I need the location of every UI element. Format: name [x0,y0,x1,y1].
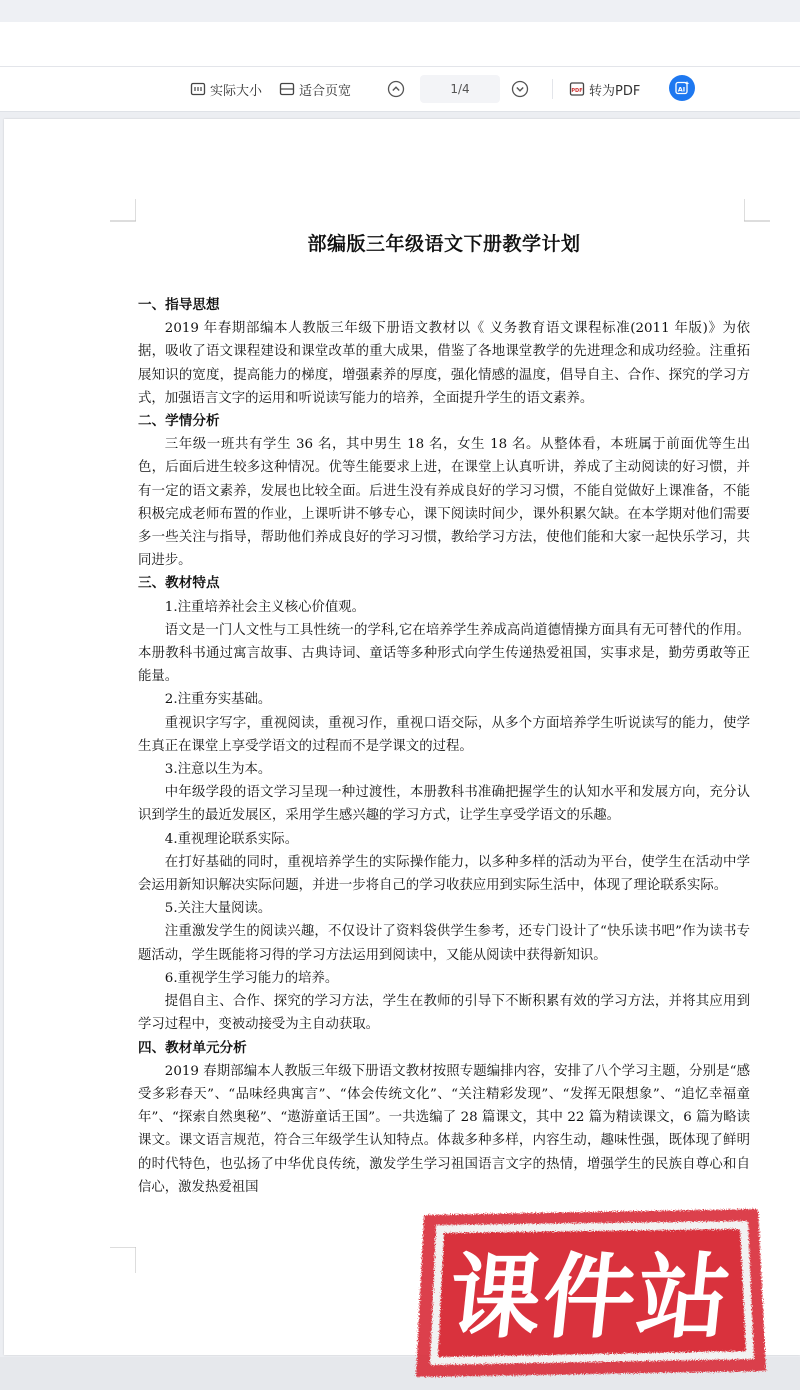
chevron-up-icon [387,80,405,98]
actual-size-button[interactable] [190,67,262,111]
watermark-stamp [410,1207,770,1379]
convert-to-pdf-label: 转为PDF [589,83,641,99]
stamp-lettering: 课件站 [443,1243,738,1351]
toolbar-divider [552,79,553,99]
section-heading: 一、指导思想 [138,297,220,313]
actual-size-icon [190,81,206,97]
chevron-down-icon [511,80,529,98]
page-indicator[interactable] [420,75,500,103]
convert-to-pdf-button[interactable] [569,67,640,111]
body-paragraph: 5.关注大量阅读。 [164,901,272,917]
body-paragraph: 3.注意以生为本。 [164,762,272,778]
fit-page-width-label: 适合页宽 [299,83,352,99]
body-paragraph: 2.注重夯实基础。 [164,692,272,708]
svg-text:PDF: PDF [571,87,583,94]
body-paragraph: 2019 年春期部编本人教版三年级下册语文教材以《 义务教育语文课程标准(2011 年版)》为依据，吸收了语文课程建设和课堂改革的重大成果，借鉴了各地课堂教学的先进理念和成功经验。注重拓展知识的宽度，提高能力的梯度，增强素养的厚度，强化情感的温度，倡导自主、合作、探究的学习方式，加强语言文字的运用和听说读写能力的培养，全面提升学生的语文素养。 [138,321,750,406]
fit-width-icon [279,81,295,97]
page-number-text: 1/4 [450,82,470,96]
next-page-button[interactable] [511,80,529,98]
crop-mark-top-left [110,199,136,225]
body-paragraph: 2019 春期部编本人教版三年级下册语文教材按照专题编排内容，安排了八个学习主题，分别是“感受多彩春天”、“品味经典寓言”、“体会传统文化”、“关注精彩发现”、“发挥无限想象”、“追忆幸福童年”、“探索自然奥秘”、“遨游童话王国”。一共选编了 28 篇课文，其中 22 篇为精读课文，6 篇为略读课文。课文语言规范，符合三年级学生认知特点。体裁多种多样，内容生动，趣味性强，既体现了鲜明的时代特色，也弘扬了中华优良传统，激发学生学习祖国语言文字的热情，增强学生的民族自尊心和自信心，激发热爱祖国 [138,1063,750,1195]
document-body [138,229,750,1199]
header-bar [0,22,800,67]
svg-text:AI: AI [677,85,686,94]
actual-size-label: 实际大小 [210,83,263,99]
body-paragraph: 注重激发学生的阅读兴趣，不仅设计了资料袋供学生参考，还专门设计了“快乐读书吧”作为读书专题活动，学生既能将习得的学习方法运用到阅读中，又能从阅读中获得新知识。 [138,924,750,963]
section-heading: 四、教材单元分析 [138,1039,247,1056]
body-paragraph: 三年级一班共有学生 36 名，其中男生 18 名，女生 18 名。从整体看，本班属于前面优等生出色，后面后进生较多这种情况。优等生能要求上进，在课堂上认真听讲，养成了主动阅读的好习惯，并有一定的语文素养，发展也比较全面。后进生没有养成良好的学习习惯，不能自觉做好上课准备，不能积极完成老师布置的作业，上课听讲不够专心，课下阅读时间少，课外积累欠缺。在本学期对他们需要多一些关注与指导，帮助他们养成良好的学习习惯，教给学习方法，使他们能和大家一起快乐学习，共同进步。 [138,437,750,569]
crop-mark-bottom-left [110,1247,136,1273]
body-paragraph: 重视识字写字，重视阅读，重视习作，重视口语交际，从多个方面培养学生听说读写的能力，使学生真正在课堂上享受学语文的过程而不是学课文的过程。 [138,715,750,754]
body-paragraph: 提倡自主、合作、探究的学习方法，学生在教师的引导下不断积累有效的学习方法，并将其应用到学习过程中，变被动接受为主自动获取。 [138,994,750,1033]
pdf-icon [569,81,585,97]
body-paragraph: 语文是一门人文性与工具性统一的学科,它在培养学生养成高尚道德情操方面具有无可替代的作用。本册教科书通过寓言故事、古典诗词、童话等多种形式向学生传递热爱祖国，实事求是，勤劳勇敢等正能量。 [138,622,750,685]
ai-assistant-button[interactable] [669,75,695,101]
prev-page-button[interactable] [387,80,405,98]
document-page [4,119,800,1355]
body-paragraph: 1.注重培养社会主义核心价值观。 [164,599,366,615]
body-paragraph: 在打好基础的同时，重视培养学生的实际操作能力，以多种多样的活动为平台，使学生在活动中学会运用新知识解决实际问题，并进一步将自己的学习收获应用到实际生活中，体现了理论联系实际。 [138,854,750,894]
ai-sparkle-icon [674,80,690,96]
body-paragraph: 4.重视理论联系实际。 [164,831,299,847]
section-heading: 三、教材特点 [138,575,220,592]
section-heading: 二、学情分析 [138,413,220,430]
crop-mark-top-right [744,199,770,225]
body-paragraph: 中年级学段的语文学习呈现一种过渡性，本册教科书准确把握学生的认知水平和发展方向，充分认识到学生的最近发展区，采用学生感兴趣的学习方式，让学生享受学语文的乐趣。 [138,785,750,824]
fit-page-width-button[interactable] [279,67,351,111]
document-title: 部编版三年级语文下册教学计划 [307,233,581,255]
body-paragraph: 6.重视学生学习能力的培养。 [164,970,339,986]
window-top-strip [0,0,800,22]
